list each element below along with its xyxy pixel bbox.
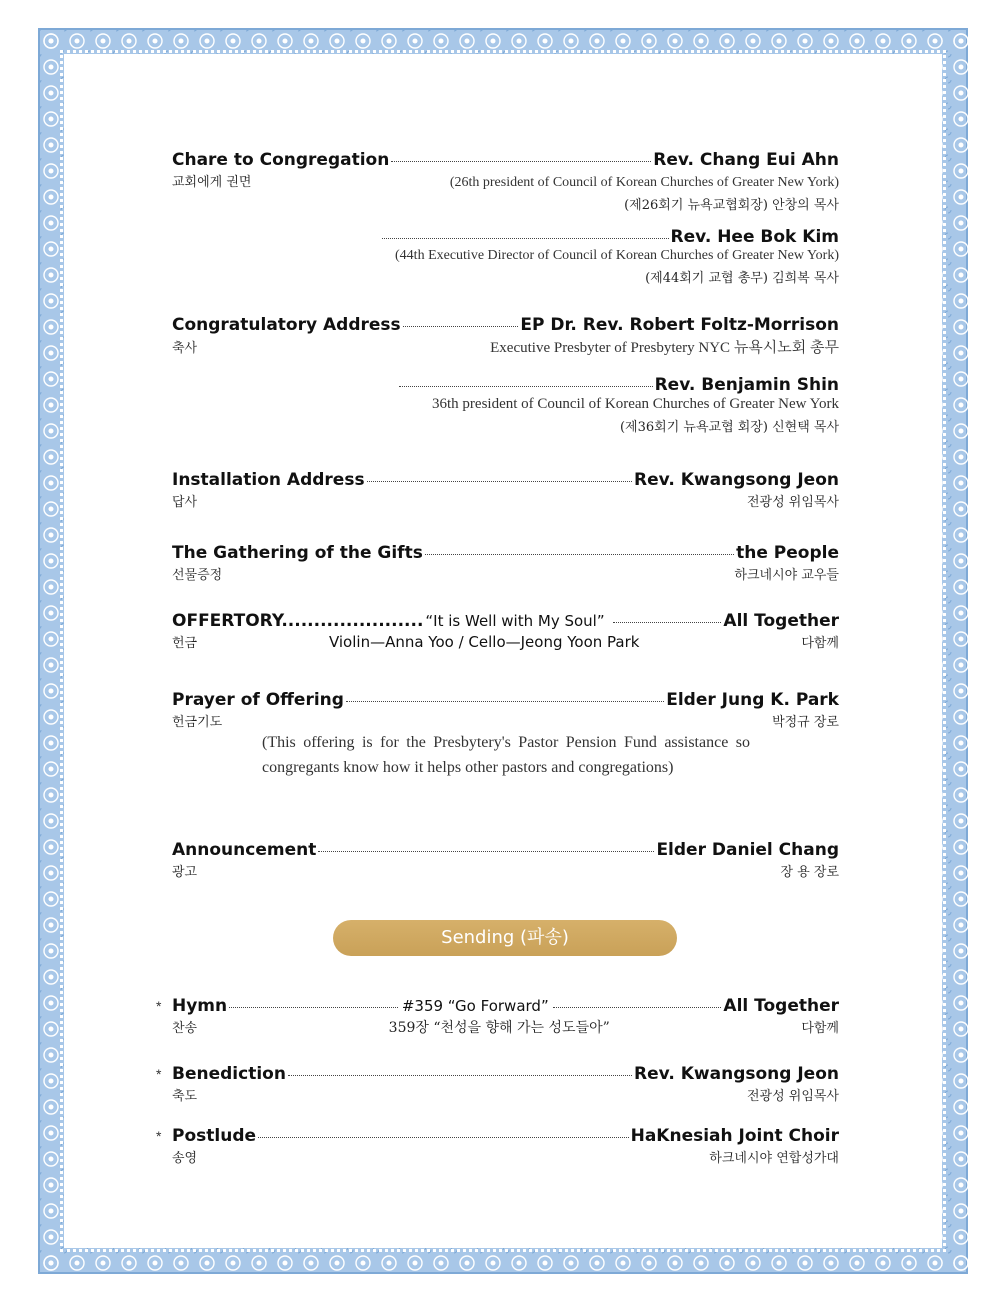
announce-ko: 광고 [172, 865, 198, 880]
charge-desc1: (26th president of Council of Korean Churches of Greater New York) [449, 175, 839, 190]
bene-desc1: 전광성 위임목사 [746, 1089, 839, 1104]
leader-dots [391, 161, 651, 162]
leader-dots [229, 1007, 398, 1008]
offertory-ko: 헌금 [172, 636, 198, 651]
leader-dots [288, 1075, 632, 1076]
leader-dots [318, 851, 654, 852]
gifts-section [172, 543, 839, 583]
charge2-section [172, 227, 839, 286]
charge-desc2: (제26회기 뉴욕교협회장) 안창의 목사 [624, 198, 839, 213]
install-section [172, 470, 839, 510]
announce-title: Announcement [172, 840, 317, 860]
sending-heading: Sending (파송) [333, 920, 677, 956]
congrat-section [172, 315, 839, 357]
charge-title: Chare to Congregation [172, 150, 390, 170]
offertory-section [172, 611, 839, 651]
postlude-ko: 송영 [172, 1151, 198, 1166]
leader-dots [613, 622, 722, 623]
charge2-desc1: (44th Executive Director of Council of Korean Churches of Greater New York) [395, 248, 839, 263]
prayer-desc1: 박정규 장로 [772, 715, 839, 730]
offertory-title: OFFERTORY...................... [172, 611, 424, 631]
hymn-name: All Together [723, 996, 840, 1016]
congrat-desc1: Executive Presbyter of Presbytery NYC 뉴욕시노회 총무 [490, 340, 839, 356]
congrat2-desc2: (제36회기 뉴욕교협 회장) 신현택 목사 [619, 420, 839, 435]
gifts-title: The Gathering of the Gifts [172, 543, 423, 563]
postlude-desc1: 하크네시야 연합성가대 [709, 1151, 839, 1166]
gifts-desc1: 하크네시야 교우들 [734, 568, 839, 583]
charge2-name: Rev. Hee Bok Kim [670, 227, 839, 247]
hymn-ko: 찬송 [172, 1021, 198, 1036]
offering-note: (This offering is for the Presbytery's Pastor Pension Fund assistance so congregants know how it helps other pastors and congregations) [262, 734, 750, 776]
prayer-ko: 헌금기도 [172, 715, 223, 730]
congrat2-name: Rev. Benjamin Shin [654, 375, 839, 395]
hymn-korean-title: 359장 “천성을 향해 가는 성도들아” [388, 1020, 610, 1036]
charge-name: Rev. Chang Eui Ahn [653, 150, 839, 170]
charge-section [172, 150, 839, 213]
offertory-desc1: 다함께 [801, 636, 839, 651]
gifts-name: the People [736, 543, 839, 563]
hymn-number: #359 “Go Forward” [401, 997, 549, 1015]
install-name: Rev. Kwangsong Jeon [634, 470, 839, 490]
stand-marker: * [156, 1066, 162, 1082]
congrat2-section [172, 375, 839, 435]
congrat-title: Congratulatory Address [172, 315, 401, 335]
postlude-title: Postlude [172, 1126, 257, 1146]
leader-dots [399, 386, 653, 387]
bene-section [156, 1064, 839, 1104]
stand-marker: * [156, 998, 162, 1014]
announce-section [172, 840, 839, 880]
leader-dots [403, 326, 519, 327]
prayer-title: Prayer of Offering [172, 690, 344, 710]
congrat-ko: 축사 [172, 341, 198, 356]
hymn-desc1: 다함께 [801, 1021, 839, 1036]
install-title: Installation Address [172, 470, 365, 490]
bene-ko: 축도 [172, 1089, 198, 1104]
leader-dots [346, 701, 664, 702]
hymn-title: Hymn [172, 996, 228, 1016]
postlude-section [156, 1126, 839, 1166]
offertory-name: All Together [723, 611, 839, 631]
bene-title: Benediction [172, 1064, 286, 1084]
prayer-name: Elder Jung K. Park [666, 690, 839, 710]
offertory-performers: Violin—Anna Yoo / Cello—Jeong Yoon Park [328, 633, 640, 651]
announce-desc1: 장 용 장로 [780, 865, 839, 880]
bene-name: Rev. Kwangsong Jeon [634, 1064, 839, 1084]
stand-marker: * [156, 1128, 162, 1144]
leader-dots [382, 238, 669, 239]
gifts-ko: 선물증정 [172, 568, 223, 583]
hymn-section [156, 996, 840, 1037]
leader-dots [553, 1007, 722, 1008]
charge-ko: 교회에게 권면 [172, 175, 252, 190]
announce-name: Elder Daniel Chang [656, 840, 839, 860]
install-ko: 답사 [172, 495, 198, 510]
leader-dots [258, 1137, 629, 1138]
charge2-desc2: (제44회기 교협 총무) 김희복 목사 [645, 271, 839, 286]
leader-dots [425, 554, 734, 555]
install-desc1: 전광성 위임목사 [746, 495, 839, 510]
congrat-name: EP Dr. Rev. Robert Foltz-Morrison [520, 315, 839, 335]
congrat2-desc1: 36th president of Council of Korean Churches of Greater New York [432, 396, 839, 412]
leader-dots [367, 481, 632, 482]
postlude-name: HaKnesiah Joint Choir [630, 1126, 839, 1146]
prayer-section [172, 690, 839, 730]
offertory-piece: “It is Well with My Soul” [425, 612, 605, 630]
